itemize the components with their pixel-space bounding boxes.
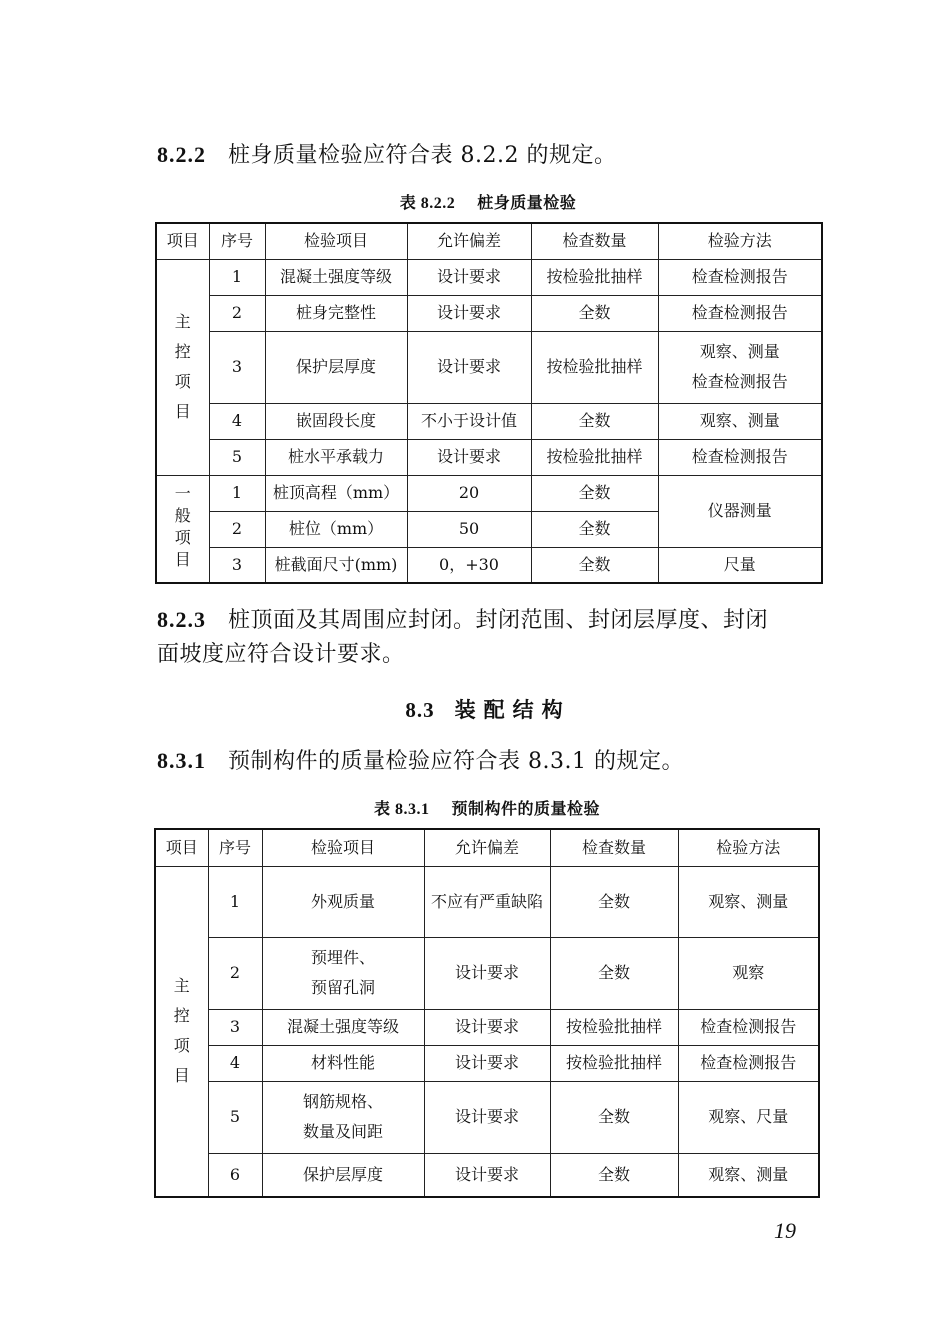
header-cell: 检验项目 (265, 223, 407, 259)
tolerance: 设计要求 (407, 439, 531, 475)
tolerance: 不应有严重缺陷 (424, 866, 550, 937)
row-number: 1 (208, 866, 262, 937)
table-8-3-1 (154, 828, 820, 1198)
table-row (155, 1009, 819, 1045)
inspection-item: 材料性能 (262, 1045, 424, 1081)
inspection-method: 检查检测报告 (658, 259, 822, 295)
item-line: 钢筋规格、 (302, 1092, 383, 1111)
section-title: 装配结构 (454, 697, 571, 722)
inspection-item: 混凝土强度等级 (262, 1009, 424, 1045)
inspection-quantity: 按检验批抽样 (550, 1009, 678, 1045)
inspection-quantity: 全数 (550, 937, 678, 1009)
inspection-method: 检查检测报告 (678, 1009, 819, 1045)
section-heading-8-3 (155, 694, 821, 724)
tolerance: 设计要求 (407, 259, 531, 295)
inspection-quantity: 全数 (531, 295, 658, 331)
table-row (156, 439, 822, 475)
inspection-method: 检查检测报告 (678, 1045, 819, 1081)
inspection-method: 仪器测量 (658, 475, 822, 547)
row-number: 1 (209, 475, 265, 511)
table-row (156, 295, 822, 331)
tolerance: 不小于设计值 (407, 403, 531, 439)
tolerance: 50 (407, 511, 531, 547)
item-line: 数量及间距 (302, 1122, 383, 1141)
inspection-item: 桩位（mm） (265, 511, 407, 547)
tolerance: 设计要求 (407, 295, 531, 331)
inspection-method: 观察、测量 (678, 1153, 819, 1197)
clause-number: 8.2.2 (157, 142, 206, 167)
inspection-method: 尺量 (658, 547, 822, 583)
row-number: 6 (208, 1153, 262, 1197)
row-number: 2 (209, 511, 265, 547)
page-number: 19 (774, 1218, 796, 1243)
tolerance: 设计要求 (407, 331, 531, 403)
method-line: 观察、测量 (699, 342, 780, 361)
inspection-item: 保护层厚度 (262, 1153, 424, 1197)
inspection-method (658, 331, 822, 403)
table-number: 表 8.2.2 (399, 195, 456, 212)
header-cell: 检验方法 (678, 829, 819, 866)
inspection-quantity: 全数 (531, 403, 658, 439)
row-number: 3 (208, 1009, 262, 1045)
clause-8-2-2 (157, 138, 616, 173)
clause-8-3-1 (157, 744, 684, 779)
inspection-quantity: 按检验批抽样 (531, 439, 658, 475)
inspection-quantity: 全数 (531, 475, 658, 511)
header-cell: 检查数量 (531, 223, 658, 259)
table-title: 预制构件的质量检验 (451, 799, 601, 818)
header-cell: 允许偏差 (407, 223, 531, 259)
inspection-quantity: 按检验批抽样 (550, 1045, 678, 1081)
table-header-row (156, 223, 822, 259)
table-row (156, 403, 822, 439)
clause-number: 8.2.3 (157, 607, 206, 632)
table-title: 桩身质量检验 (477, 193, 577, 212)
inspection-method: 检查检测报告 (658, 439, 822, 475)
group-cell-main: 主控项目 (156, 259, 209, 475)
row-number: 1 (209, 259, 265, 295)
tolerance: 设计要求 (424, 937, 550, 1009)
table-row (155, 866, 819, 937)
header-cell: 检验方法 (658, 223, 822, 259)
tolerance: 设计要求 (424, 1081, 550, 1153)
tolerance: 0，+30 (407, 547, 531, 583)
inspection-method: 观察、测量 (678, 866, 819, 937)
clause-number: 8.3.1 (157, 748, 206, 773)
inspection-item: 外观质量 (262, 866, 424, 937)
header-cell: 检查数量 (550, 829, 678, 866)
header-cell: 项目 (155, 829, 208, 866)
clause-text: 预制构件的质量检验应符合表 8.3.1 的规定。 (228, 749, 684, 774)
item-line: 预留孔洞 (310, 978, 375, 997)
header-cell: 允许偏差 (424, 829, 550, 866)
table-row (155, 1081, 819, 1153)
row-number: 3 (209, 547, 265, 583)
table-row (156, 475, 822, 511)
table-caption-8-3-1 (155, 796, 819, 819)
table-row (155, 1045, 819, 1081)
table-8-2-2 (155, 222, 823, 584)
row-number: 2 (209, 295, 265, 331)
clause-text-line: 桩顶面及其周围应封闭。封闭范围、封闭层厚度、封闭 (228, 608, 769, 633)
inspection-quantity: 全数 (550, 866, 678, 937)
inspection-quantity: 全数 (531, 511, 658, 547)
inspection-item: 保护层厚度 (265, 331, 407, 403)
row-number: 2 (208, 937, 262, 1009)
table-row (156, 331, 822, 403)
row-number: 3 (209, 331, 265, 403)
item-line: 预埋件、 (310, 948, 375, 967)
inspection-item: 混凝土强度等级 (265, 259, 407, 295)
table-row (155, 1153, 819, 1197)
row-number: 5 (209, 439, 265, 475)
inspection-method: 观察 (678, 937, 819, 1009)
inspection-item: 桩顶高程（mm） (265, 475, 407, 511)
row-number: 4 (209, 403, 265, 439)
inspection-item: 桩身完整性 (265, 295, 407, 331)
table-number: 表 8.3.1 (373, 801, 430, 818)
inspection-quantity: 按检验批抽样 (531, 331, 658, 403)
inspection-item: 桩截面尺寸(mm) (265, 547, 407, 583)
clause-text: 桩身质量检验应符合表 8.2.2 的规定。 (228, 143, 617, 168)
section-number: 8.3 (405, 698, 435, 722)
table-caption-8-2-2 (155, 190, 821, 213)
header-cell: 序号 (209, 223, 265, 259)
table-row (156, 547, 822, 583)
inspection-item (262, 1081, 424, 1153)
clause-text-line: 面坡度应符合设计要求。 (157, 642, 405, 667)
inspection-item: 嵌固段长度 (265, 403, 407, 439)
method-line: 检查检测报告 (691, 372, 788, 391)
inspection-quantity: 全数 (531, 547, 658, 583)
inspection-item: 桩水平承载力 (265, 439, 407, 475)
header-cell: 项目 (156, 223, 209, 259)
inspection-quantity: 按检验批抽样 (531, 259, 658, 295)
inspection-quantity: 全数 (550, 1153, 678, 1197)
tolerance: 设计要求 (424, 1045, 550, 1081)
tolerance: 设计要求 (424, 1153, 550, 1197)
group-cell-general: 一般项目 (156, 475, 209, 583)
header-cell: 检验项目 (262, 829, 424, 866)
clause-8-2-3 (157, 603, 827, 672)
inspection-method: 观察、测量 (658, 403, 822, 439)
table-row (155, 937, 819, 1009)
inspection-method: 观察、尺量 (678, 1081, 819, 1153)
row-number: 4 (208, 1045, 262, 1081)
inspection-item (262, 937, 424, 1009)
header-cell: 序号 (208, 829, 262, 866)
inspection-method: 检查检测报告 (658, 295, 822, 331)
tolerance: 设计要求 (424, 1009, 550, 1045)
tolerance: 20 (407, 475, 531, 511)
row-number: 5 (208, 1081, 262, 1153)
inspection-quantity: 全数 (550, 1081, 678, 1153)
group-cell-main: 主控项目 (155, 866, 208, 1197)
table-header-row (155, 829, 819, 866)
table-row (156, 259, 822, 295)
